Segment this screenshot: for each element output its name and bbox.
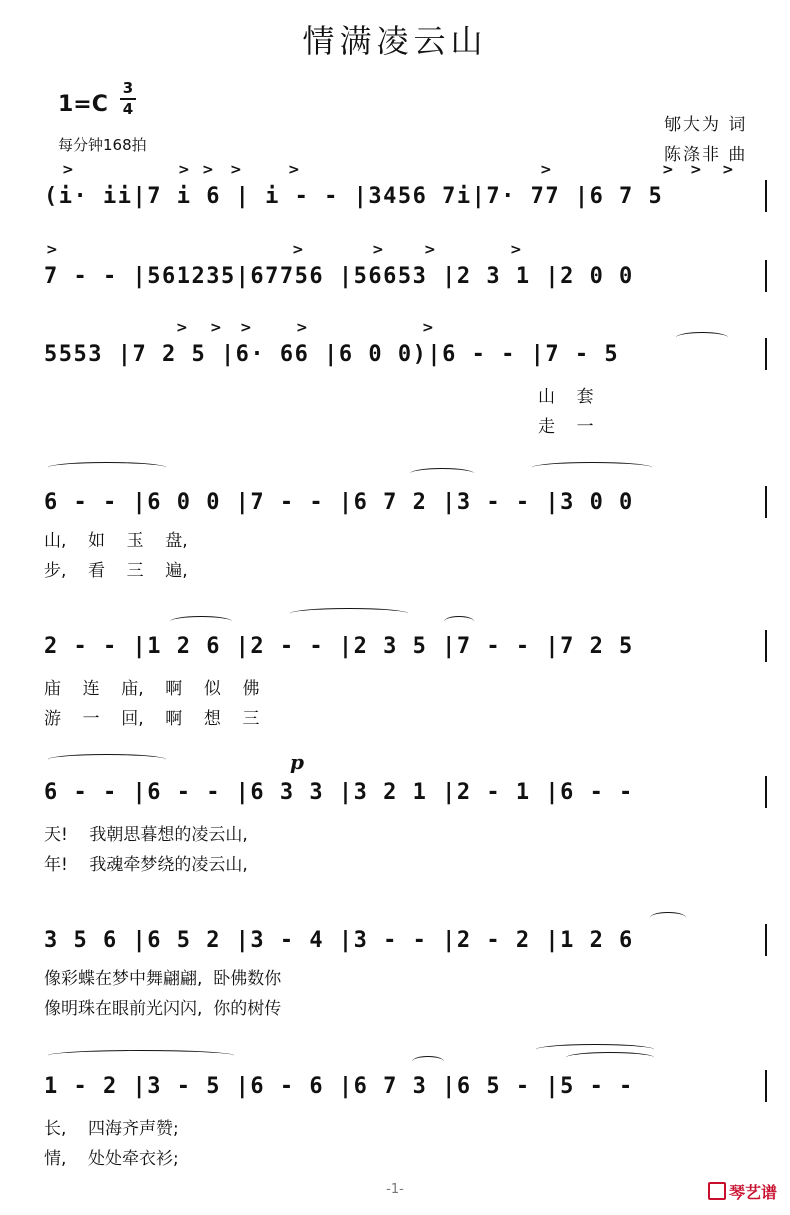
row-8-lyrics-verse-2: 情, 处处牵衣衫; xyxy=(44,1149,179,1169)
logo-icon xyxy=(708,1182,726,1200)
score-row-1: (i· ii|7 i 6 | i - - |3456 7i|7· 77 |6 7 5 > > > > > > > > > xyxy=(0,162,790,292)
score-row-8 xyxy=(0,1052,790,1182)
dynamic-piano: p xyxy=(290,750,304,774)
row-8-notes: 1 - 2 |3 - 5 |6 - 6 |6 7 3 |6 5 - |5 - - xyxy=(44,1074,634,1099)
row-6-lyrics-verse-1: 天! 我朝思暮想的凌云山, xyxy=(44,825,248,845)
row-7-lyrics-verse-1: 像彩蝶在梦中舞翩翩, 卧佛数你 xyxy=(44,969,282,989)
row-5-lyrics-verse-1: 庙 连 庙, 啊 似 佛 xyxy=(44,679,260,699)
tempo-marking: 每分钟168拍 xyxy=(58,136,147,154)
time-signature-top: 3 xyxy=(122,79,134,97)
score-row-3: 5553 |7 2 5 |6· 66 |6 0 0)|6 - - |7 - 5 > > > > > 山 套 走 一 xyxy=(0,320,790,450)
composer-credit: 陈涤非 曲 xyxy=(664,145,748,165)
row-4-notes: 6 - - |6 0 0 |7 - - |6 7 2 |3 - - |3 0 0 xyxy=(44,490,634,515)
row-7-notes: 3 5 6 |6 5 2 |3 - 4 |3 - - |2 - 2 |1 2 6 xyxy=(44,928,634,953)
row-5-lyrics-verse-2: 游 一 回, 啊 想 三 xyxy=(44,709,260,729)
key-signature: 1=C xyxy=(58,92,108,117)
time-signature xyxy=(120,80,136,118)
row-1-notes: (i· ii|7 i 6 | i - - |3456 7i|7· 77 |6 7 5 xyxy=(44,184,664,209)
row-4-lyrics-verse-2: 步, 看 三 遍, xyxy=(44,561,188,581)
row-3-notes: 5553 |7 2 5 |6· 66 |6 0 0)|6 - - |7 - 5 xyxy=(44,342,620,367)
row-4-lyrics-verse-1: 山, 如 玉 盘, xyxy=(44,531,188,551)
row-5-notes: 2 - - |1 2 6 |2 - - |2 3 5 |7 - - |7 2 5 xyxy=(44,634,634,659)
lyricist-credit: 郇大为 词 xyxy=(664,115,748,135)
row-3-lyrics-verse-2: 走 一 xyxy=(538,417,594,437)
page-number: -1- xyxy=(386,1182,404,1197)
score-row-6 xyxy=(0,750,790,888)
score-row-5 xyxy=(0,612,790,742)
score-row-4 xyxy=(0,468,790,598)
page-title: 情满凌云山 xyxy=(302,22,488,60)
row-2-notes: 7 - - |561235|67756 |56653 |2 3 1 |2 0 0 xyxy=(44,264,634,289)
score-row-7 xyxy=(0,906,790,1036)
watermark-logo xyxy=(708,1180,777,1203)
score-row-2: 7 - - |561235|67756 |56653 |2 3 1 |2 0 0 > > > > > xyxy=(0,242,790,372)
row-8-lyrics-verse-1: 长, 四海齐声赞; xyxy=(44,1119,179,1139)
watermark-text: 琴艺谱 xyxy=(729,1183,778,1202)
time-signature-bottom: 4 xyxy=(122,100,134,118)
row-6-notes: 6 - - |6 - - |6 3 3 |3 2 1 |2 - 1 |6 - - xyxy=(44,780,634,805)
row-3-lyrics-verse-1: 山 套 xyxy=(538,387,594,407)
row-7-lyrics-verse-2: 像明珠在眼前光闪闪, 你的树传 xyxy=(44,999,282,1019)
row-6-lyrics-verse-2: 年! 我魂牵梦绕的凌云山, xyxy=(44,855,248,875)
